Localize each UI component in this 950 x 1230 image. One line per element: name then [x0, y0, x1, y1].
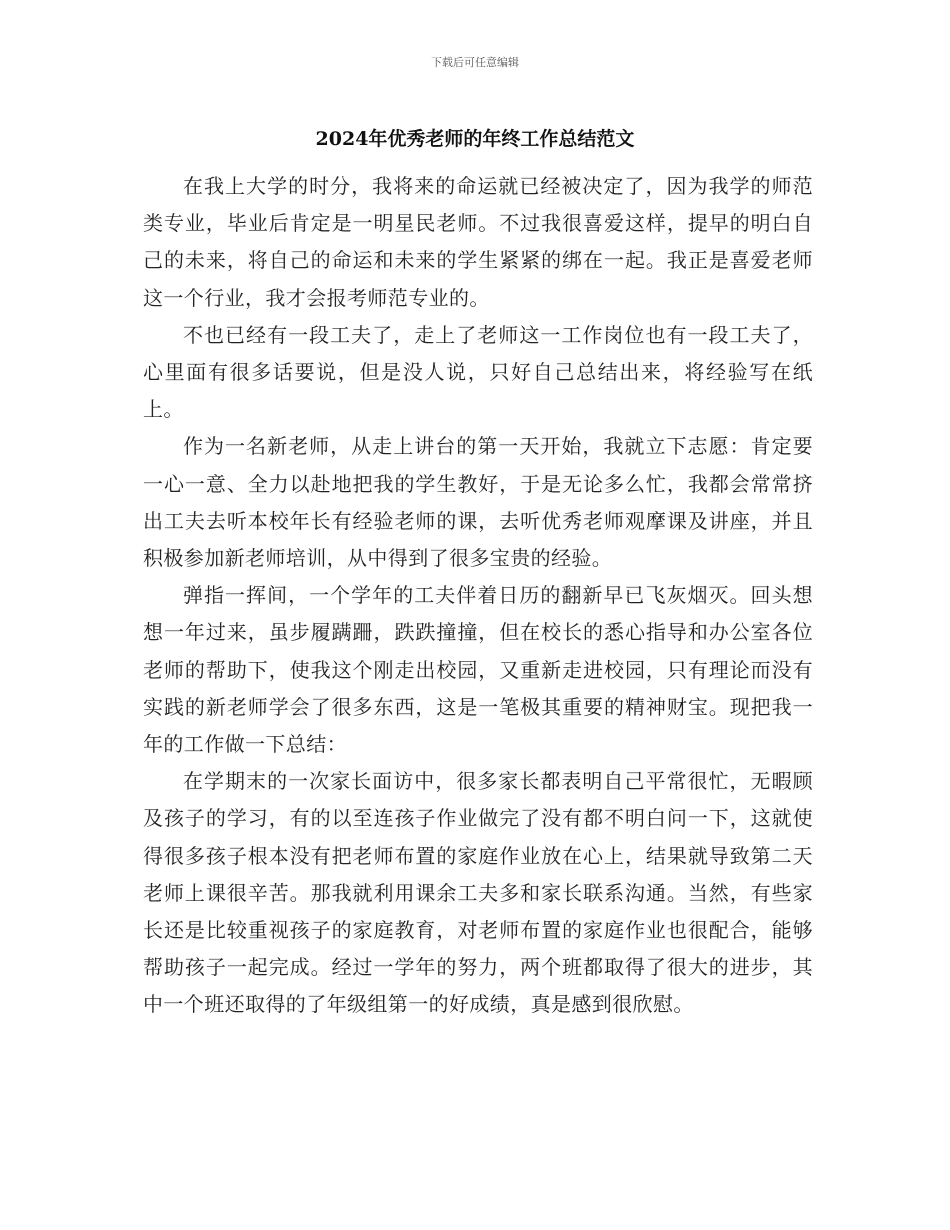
document-body [143, 168, 813, 1024]
paragraph: 不也已经有一段工夫了，走上了老师这一工作岗位也有一段工夫了，心里面有很多话要说，但是没人说，只好自己总结出来，将经验写在纸上。 [143, 322, 813, 422]
paragraph: 作为一名新老师，从走上讲台的第一天开始，我就立下志愿：肯定要一心一意、全力以赴地把我的学生教好，于是无论多么忙，我都会常常挤出工夫去听本校年长有经验老师的课，去听优秀老师观摩课及讲座，并且积极参加新老师培训，从中得到了很多宝贵的经验。 [143, 434, 813, 571]
header-note: 下载后可任意编辑 [431, 56, 519, 69]
document-title: 2024年优秀老师的年终工作总结范文 [315, 128, 635, 150]
paragraph: 在学期末的一次家长面访中，很多家长都表明自己平常很忙，无暇顾及孩子的学习，有的以至连孩子作业做完了没有都不明白问一下，这就使得很多孩子根本没有把老师布置的家庭作业放在心上，结果就导致第二天老师上课很辛苦。那我就利用课余工夫多和家长联系沟通。当然，有些家长还是比较重视孩子的家庭教育，对老师布置的家庭作业也很配合，能够帮助孩子一起完成。经过一学年的努力，两个班都取得了很大的进步，其中一个班还取得的了年级组第一的好成绩，真是感到很欣慰。 [143, 769, 813, 1017]
paragraph: 在我上大学的时分，我将来的命运就已经被决定了，因为我学的师范类专业，毕业后肯定是一明星民老师。不过我很喜爱这样，提早的明白自己的未来，将自己的命运和未来的学生紧紧的绑在一起。我正是喜爱老师这一个行业，我才会报考师范专业的。 [143, 174, 813, 310]
paragraph: 弹指一挥间，一个学年的工夫伴着日历的翻新早已飞灰烟灭。回头想想一年过来，虽步履蹒跚，跌跌撞撞，但在校长的悉心指导和办公室各位老师的帮助下，使我这个刚走出校园，又重新走进校园，只有理论而没有实践的新老师学会了很多东西，这是一笔极其重要的精神财宝。现把我一年的工作做一下总结： [143, 583, 813, 757]
